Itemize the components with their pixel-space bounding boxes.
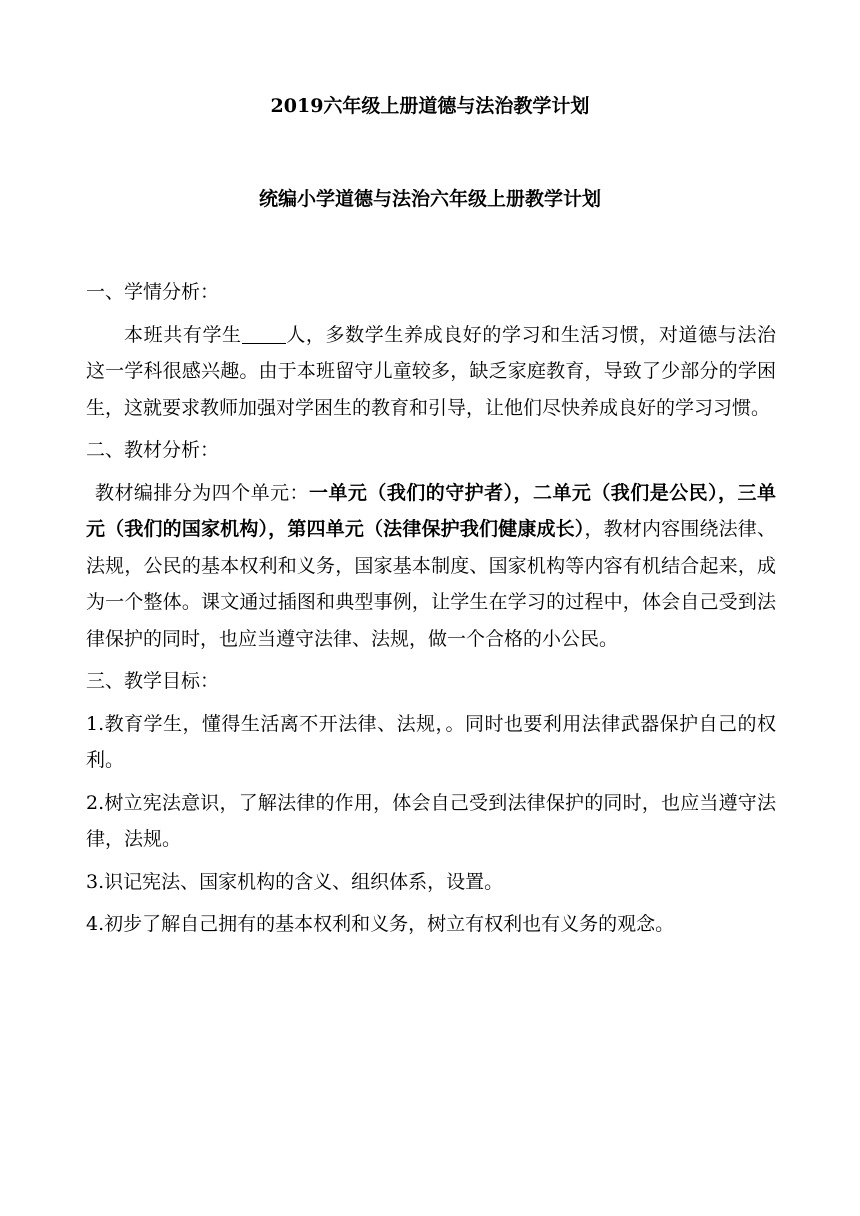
unit-three-label: 三单元（我们的国家机构），	[86, 481, 776, 540]
section-heading-learning-analysis: 一、学情分析：	[86, 281, 220, 303]
textbook-analysis-paragraph	[86, 475, 776, 658]
unit-four-label: 第四单元（法律保护我们健康成长）	[287, 518, 585, 540]
document-body	[86, 274, 776, 949]
teaching-goal-item: 3.识记宪法、国家机构的含义、组织体系，设置。	[86, 870, 504, 893]
paragraph-text: ，教材内容围绕法律、法规，公民的基本权利和义务，国家基本制度、国家机构等内容有机结合起来，成为一个整体。课文通过插图和典型事例，让学生在学习的过程中，体会自己受到法律保护的同时，也应当遵守法律、法规，做一个合格的小公民。	[86, 518, 776, 650]
paragraph-text: 本班共有学生	[124, 323, 242, 346]
document-subtitle: 统编小学道德与法治六年级上册教学计划	[258, 188, 601, 210]
unit-one-label: 一单元（我们的守护者），	[309, 481, 533, 504]
teaching-goal-item: 2.树立宪法意识，了解法律的作用，体会自己受到法律保护的同时，也应当遵守法律，法规。	[86, 791, 776, 850]
paragraph-text: 教材编排分为四个单元：	[95, 481, 310, 504]
section-heading-textbook-analysis: 二、教材分析：	[86, 439, 220, 461]
teaching-goal-item: 4.初步了解自己拥有的基本权利和义务，树立有权利也有义务的观念。	[86, 913, 675, 935]
unit-two-label: 二单元（我们是公民），	[532, 481, 738, 504]
paragraph-text: 人，多数学生养成良好的学习和生活习惯，对道德与法治这一学科很感兴趣。由于本班留守儿童较多，缺乏家庭教育，导致了少部分的学困生，这就要求教师加强对学困生的教育和引导，让他们尽快养成良好的学习习惯。	[86, 323, 776, 419]
document-title: 2019六年级上册道德与法治教学计划	[270, 95, 590, 117]
teaching-goal-item: 1.教育学生，懂得生活离不开法律、法规，。同时也要利用法律武器保护自己的权利。	[86, 712, 776, 771]
learning-analysis-paragraph	[86, 317, 776, 427]
section-heading-teaching-goals: 三、教学目标：	[86, 670, 220, 692]
student-count-blank	[242, 324, 286, 344]
